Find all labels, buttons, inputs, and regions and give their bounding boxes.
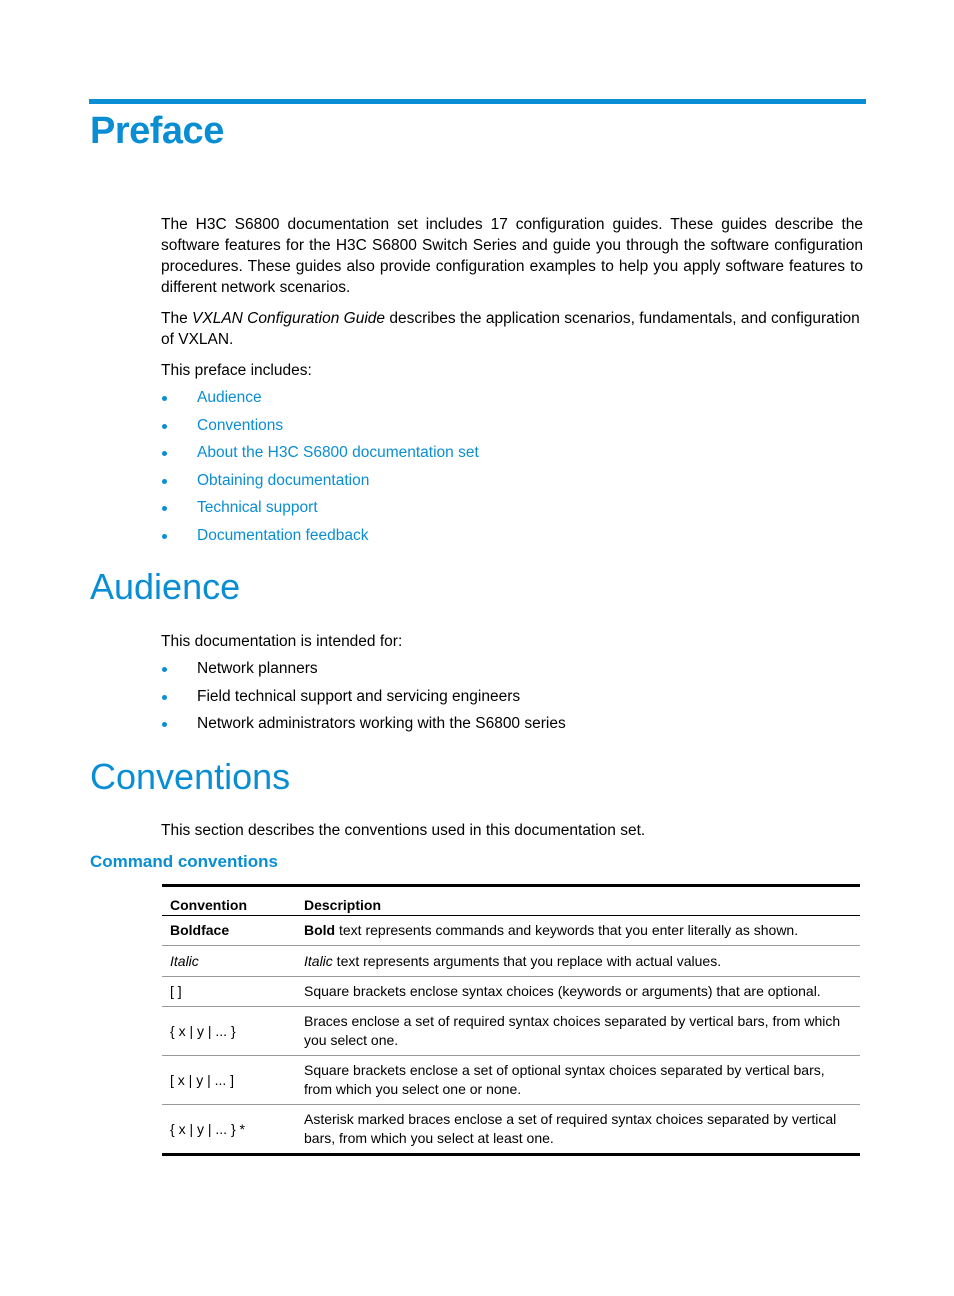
table-row bbox=[162, 1056, 860, 1105]
toc-link-conventions[interactable]: Conventions bbox=[197, 416, 284, 434]
table-row bbox=[162, 1007, 860, 1056]
toc-link-obtaining-docs[interactable]: Obtaining documentation bbox=[197, 471, 370, 489]
conventions-intro: This section describes the conventions used in this documentation set. bbox=[161, 822, 646, 839]
page-title: Preface bbox=[90, 110, 224, 152]
bullet-icon bbox=[162, 396, 167, 401]
guide-prefix: The bbox=[161, 310, 193, 327]
bullet-icon bbox=[162, 506, 167, 511]
list-item bbox=[161, 687, 566, 715]
toc-item[interactable] bbox=[161, 388, 479, 416]
toc-item[interactable] bbox=[161, 498, 479, 526]
command-conventions-table bbox=[162, 884, 860, 1156]
toc-link-audience[interactable]: Audience bbox=[197, 389, 262, 406]
list-item bbox=[161, 659, 566, 687]
conventions-heading: Conventions bbox=[90, 756, 291, 797]
convention-cell: [ ] bbox=[162, 977, 296, 1007]
table-row bbox=[162, 1105, 860, 1155]
audience-intro: This documentation is intended for: bbox=[161, 633, 403, 650]
toc-item[interactable] bbox=[161, 471, 479, 499]
title-rule bbox=[89, 99, 866, 104]
bullet-icon bbox=[162, 534, 167, 539]
description-cell bbox=[296, 916, 860, 946]
intro-paragraph: The H3C S6800 documentation set includes 17 configuration guides. These guides describe the software features for the H3C S6800 Switch Series and guide you through the software configuration procedures. These guides also provide configuration examples to help you apply software features to different network scenarios. bbox=[161, 216, 863, 296]
convention-text: Boldface bbox=[170, 922, 230, 938]
table-header-row bbox=[162, 886, 860, 916]
toc-item[interactable] bbox=[161, 416, 479, 444]
audience-item: Network planners bbox=[197, 660, 318, 677]
description-lead: Italic bbox=[304, 952, 333, 969]
guide-name: VXLAN Configuration Guide bbox=[192, 310, 386, 327]
guide-suffix: describes the application scenarios, fundamentals, and configuration of VXLAN. bbox=[161, 310, 860, 348]
description-cell: Square brackets enclose a set of optional syntax choices separated by vertical bars, from which you select one or none. bbox=[296, 1056, 860, 1105]
convention-text: Italic bbox=[170, 952, 199, 969]
toc-link-about-docset[interactable]: About the H3C S6800 documentation set bbox=[197, 444, 479, 462]
convention-cell bbox=[162, 946, 296, 977]
toc-link-doc-feedback[interactable]: Documentation feedback bbox=[197, 526, 369, 544]
includes-label: This preface includes: bbox=[161, 362, 312, 379]
description-text: text represents commands and keywords that you enter literally as shown. bbox=[335, 922, 799, 938]
table-row bbox=[162, 977, 860, 1007]
bullet-icon bbox=[162, 695, 167, 700]
column-header-convention: Convention bbox=[162, 886, 296, 916]
toc-link-technical-support[interactable]: Technical support bbox=[197, 499, 318, 517]
toc-item[interactable] bbox=[161, 526, 479, 554]
bullet-icon bbox=[162, 479, 167, 484]
list-item bbox=[161, 714, 566, 742]
command-conventions-heading: Command conventions bbox=[90, 852, 278, 871]
description-cell: Asterisk marked braces enclose a set of required syntax choices separated by vertical bars, from which you select at least one. bbox=[304, 1111, 837, 1146]
audience-list bbox=[161, 659, 566, 742]
description-cell: Square brackets enclose syntax choices (keywords or arguments) that are optional. bbox=[296, 977, 860, 1007]
description-lead: Bold bbox=[304, 922, 336, 938]
description-cell bbox=[296, 946, 860, 977]
table-row bbox=[162, 916, 860, 946]
guide-paragraph bbox=[161, 308, 863, 350]
audience-heading: Audience bbox=[90, 566, 241, 607]
description-cell: Braces enclose a set of required syntax choices separated by vertical bars, from which you select one. bbox=[296, 1007, 860, 1056]
column-header-description: Description bbox=[296, 886, 860, 916]
table-row bbox=[162, 946, 860, 977]
convention-cell bbox=[162, 916, 296, 946]
bullet-icon bbox=[162, 424, 167, 429]
audience-item: Field technical support and servicing engineers bbox=[197, 687, 521, 705]
description-text: text represents arguments that you replace with actual values. bbox=[332, 952, 722, 969]
convention-cell: [ x | y | ... ] bbox=[162, 1056, 296, 1105]
bullet-icon bbox=[162, 722, 167, 727]
convention-cell: { x | y | ... } bbox=[162, 1007, 296, 1056]
bullet-icon bbox=[162, 667, 167, 672]
toc-item[interactable] bbox=[161, 443, 479, 471]
toc-list bbox=[161, 388, 479, 554]
convention-cell: { x | y | ... } * bbox=[170, 1120, 245, 1137]
audience-item: Network administrators working with the S6800 series bbox=[197, 715, 566, 733]
bullet-icon bbox=[162, 451, 167, 456]
